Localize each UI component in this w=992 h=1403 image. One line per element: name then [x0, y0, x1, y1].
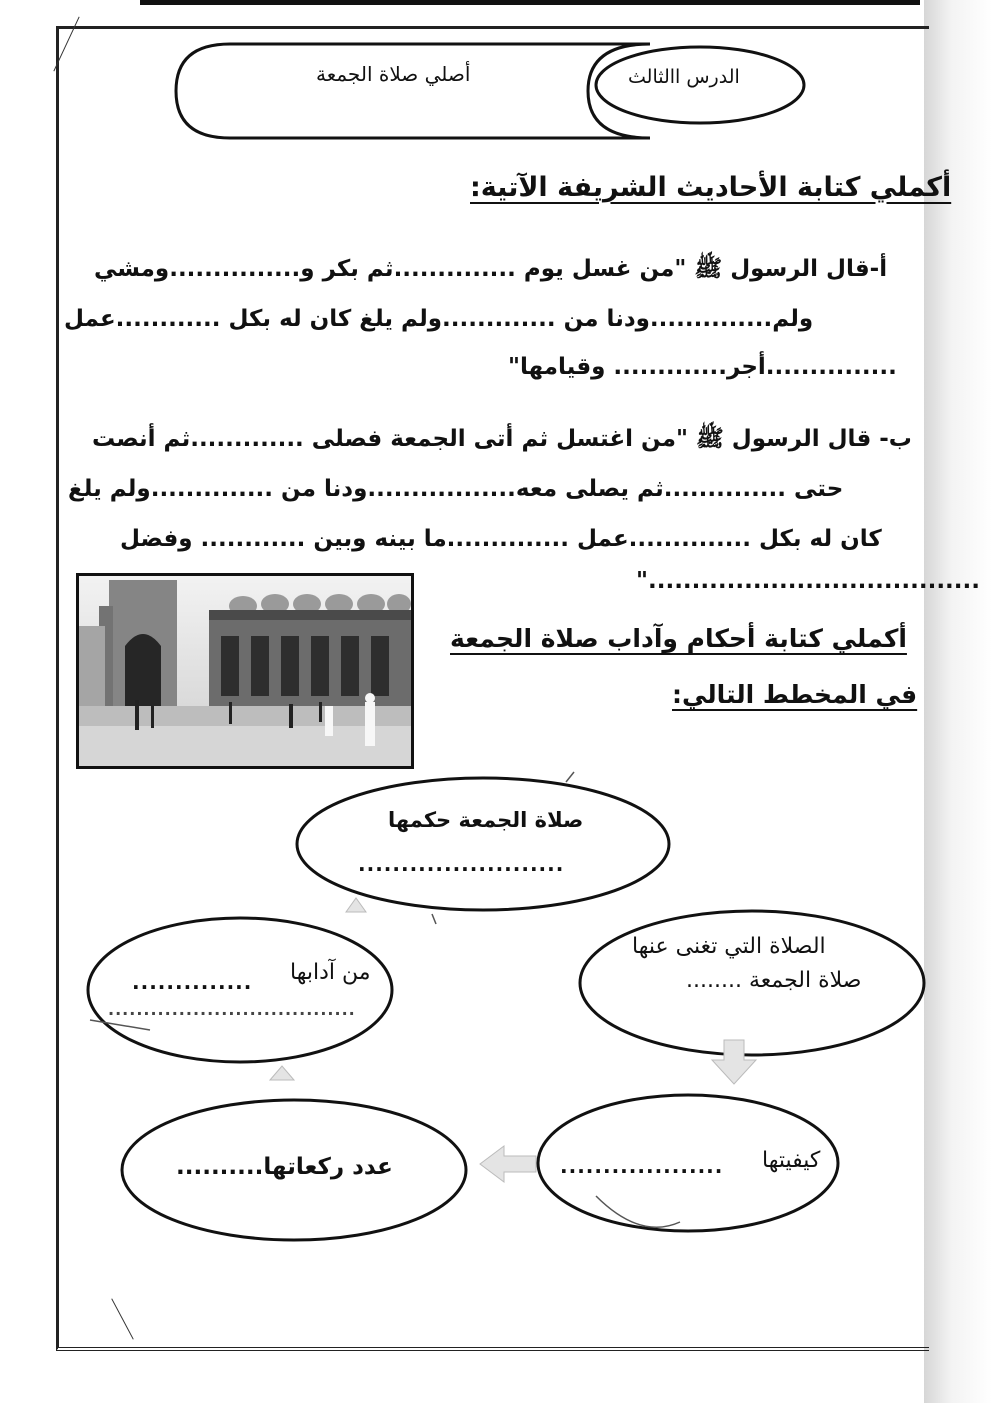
top-right-line2: صلاة الجمعة ........ — [686, 968, 862, 993]
scan-glare — [234, 346, 358, 432]
center-blank: ........................ — [358, 852, 565, 876]
arrow-left-icon — [480, 1146, 536, 1182]
hadith-b-line4: ......................................" — [636, 568, 981, 594]
lesson-title: أصلي صلاة الجمعة — [316, 62, 471, 86]
oval-center — [297, 778, 669, 910]
top-left-blank1: .............. — [132, 970, 253, 994]
top-left-blank2: ................................... — [108, 1000, 356, 1019]
hadith-b-line2: حتى ..............ثم يصلى معه.................ودنا من ..............ولم يلغ — [68, 476, 844, 502]
arrow-up-icon — [270, 1066, 294, 1080]
hadith-b-line3: كان له بكل ..............عمل ..............ما بينه وبين ............ وفضل — [120, 526, 882, 552]
mosque-photo — [76, 573, 414, 769]
center-label: صلاة الجمعة حكمها — [388, 808, 584, 832]
arrow-up-icon — [346, 898, 366, 912]
section2-subheading: في المخطط التالي: — [672, 680, 918, 709]
hadith-a-line2: ولم..............ودنا من .............ولم يلغ كان له بكل ............عمل — [64, 306, 814, 332]
hadith-a-line3: ...............أجر............. وقيامها" — [508, 354, 897, 380]
arrow-down-icon — [712, 1040, 756, 1084]
hadith-b-line1: ب- قال الرسول ﷺ "من اغتسل ثم أتى الجمعة فصلى .............ثم أنصت — [92, 426, 912, 452]
lesson-label: الدرس االثالث — [628, 66, 740, 88]
header-banner — [176, 44, 804, 138]
section2-heading: أكملي كتابة أحكام وآداب صلاة الجمعة — [450, 624, 907, 653]
top-left-label: من آدابها — [290, 960, 371, 985]
bottom-left-label: عدد ركعاتها.......... — [176, 1154, 393, 1180]
bottom-right-label: كيفيتها — [762, 1148, 821, 1173]
top-right-line1: الصلاة التي تغنى عنها — [632, 934, 826, 959]
section1-heading: أكملي كتابة الأحاديث الشريفة الآتية: — [470, 172, 952, 203]
bottom-right-blank: ................... — [560, 1154, 724, 1178]
hadith-a-line1: أ-قال الرسول ﷺ "من غسل يوم ..............ثم بكر و...............ومشي — [94, 256, 888, 282]
